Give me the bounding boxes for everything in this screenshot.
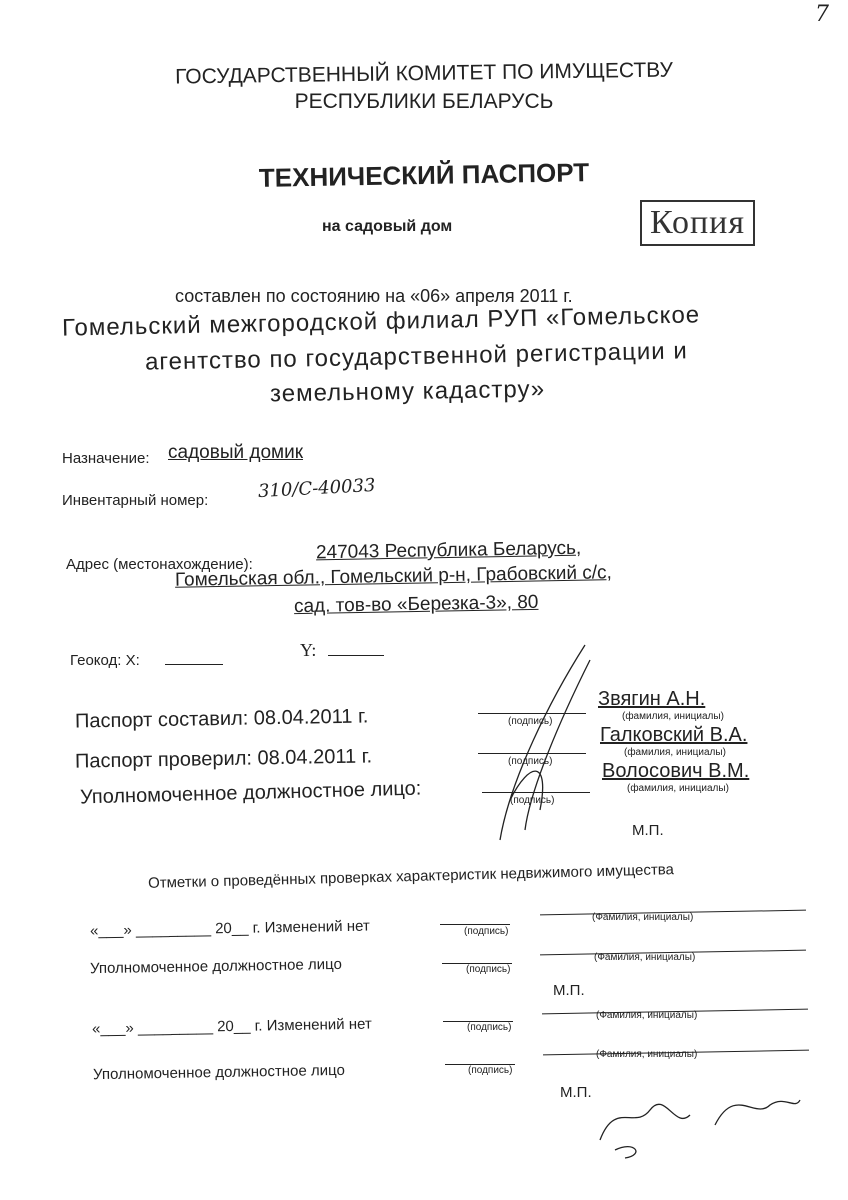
copy-stamp: Копия <box>640 200 755 246</box>
name-2: Галковский В.А. <box>600 724 748 746</box>
check-1-signature-caption: (подпись) <box>464 926 509 937</box>
signature-caption-1: (подпись) <box>508 716 553 727</box>
check-1-official-name-caption: (Фамилия, инициалы) <box>594 952 696 963</box>
bottom-signature-scribble <box>595 1080 805 1160</box>
address-line-2: Гомельская обл., Гомельский р-н, Грабовский с/с, <box>174 562 612 591</box>
inventory-value: 310/С-40033 <box>257 474 377 503</box>
name-caption-1: (фамилия, инициалы) <box>622 711 724 722</box>
name-1: Звягин А.Н. <box>598 688 706 710</box>
signature-caption-2: (подпись) <box>508 756 553 767</box>
inventory-label: Инвентарный номер: <box>62 492 209 509</box>
check-2-seal: М.П. <box>560 1084 592 1101</box>
compiled-line: Паспорт составил: 08.04.2011 г. <box>74 705 369 733</box>
checked-line: Паспорт проверил: 08.04.2011 г. <box>74 745 373 773</box>
header-line-2: РЕСПУБЛИКИ БЕЛАРУСЬ <box>294 90 554 113</box>
checks-heading: Отметки о проведённых проверках характеристик недвижимого имущества <box>147 861 675 892</box>
geocode-x-label: Геокод: X: <box>70 652 140 669</box>
signature-caption-3: (подпись) <box>510 795 555 806</box>
name-caption-2: (фамилия, инициалы) <box>624 747 726 758</box>
geocode-y-label: Y: <box>300 640 317 660</box>
check-1-date: «___» _________ 20__ г. Изменений нет <box>89 917 370 940</box>
official-line: Уполномоченное должностное лицо: <box>79 777 422 809</box>
organization-line-1: Гомельский межгородской филиал РУП «Гомельское <box>61 301 701 342</box>
signature-scribble <box>470 640 610 850</box>
check-2-date: «___» _________ 20__ г. Изменений нет <box>91 1015 372 1038</box>
address-label: Адрес (местонахождение): <box>66 556 253 573</box>
name-3: Волосович В.М. <box>602 760 750 782</box>
organization-line-2: агентство по государственной регистрации и <box>144 337 689 376</box>
name-caption-3: (фамилия, инициалы) <box>627 783 729 794</box>
check-1-seal: М.П. <box>553 982 585 999</box>
check-1-official: Уполномоченное должностное лицо <box>89 955 342 978</box>
check-2-signature-caption: (подпись) <box>467 1022 512 1033</box>
check-1-name-caption: (Фамилия, инициалы) <box>592 912 694 923</box>
organization-line-3: земельному кадастру» <box>269 375 546 408</box>
document-subtitle: на садовый дом <box>322 218 453 235</box>
address-line-1: 247043 Республика Беларусь, <box>315 537 582 564</box>
page-number: 7 <box>815 2 829 27</box>
check-2-official: Уполномоченное должностное лицо <box>92 1061 345 1084</box>
check-2-official-signature-caption: (подпись) <box>468 1065 513 1076</box>
seal-mark: М.П. <box>632 822 664 839</box>
document-title: ТЕХНИЧЕСКИЙ ПАСПОРТ <box>258 157 590 193</box>
purpose-value: садовый домик <box>168 442 304 463</box>
date-line: составлен по состоянию на «06» апреля 2011 г. <box>175 286 573 306</box>
address-line-3: сад. тов-во «Березка-3», 80 <box>293 591 539 618</box>
check-2-official-name-caption: (Фамилия, инициалы) <box>596 1049 698 1060</box>
purpose-label: Назначение: <box>62 450 150 467</box>
check-1-official-signature-caption: (подпись) <box>466 964 511 975</box>
header-line-1: ГОСУДАРСТВЕННЫЙ КОМИТЕТ ПО ИМУЩЕСТВУ <box>174 58 674 89</box>
check-2-name-caption: (Фамилия, инициалы) <box>596 1010 698 1021</box>
